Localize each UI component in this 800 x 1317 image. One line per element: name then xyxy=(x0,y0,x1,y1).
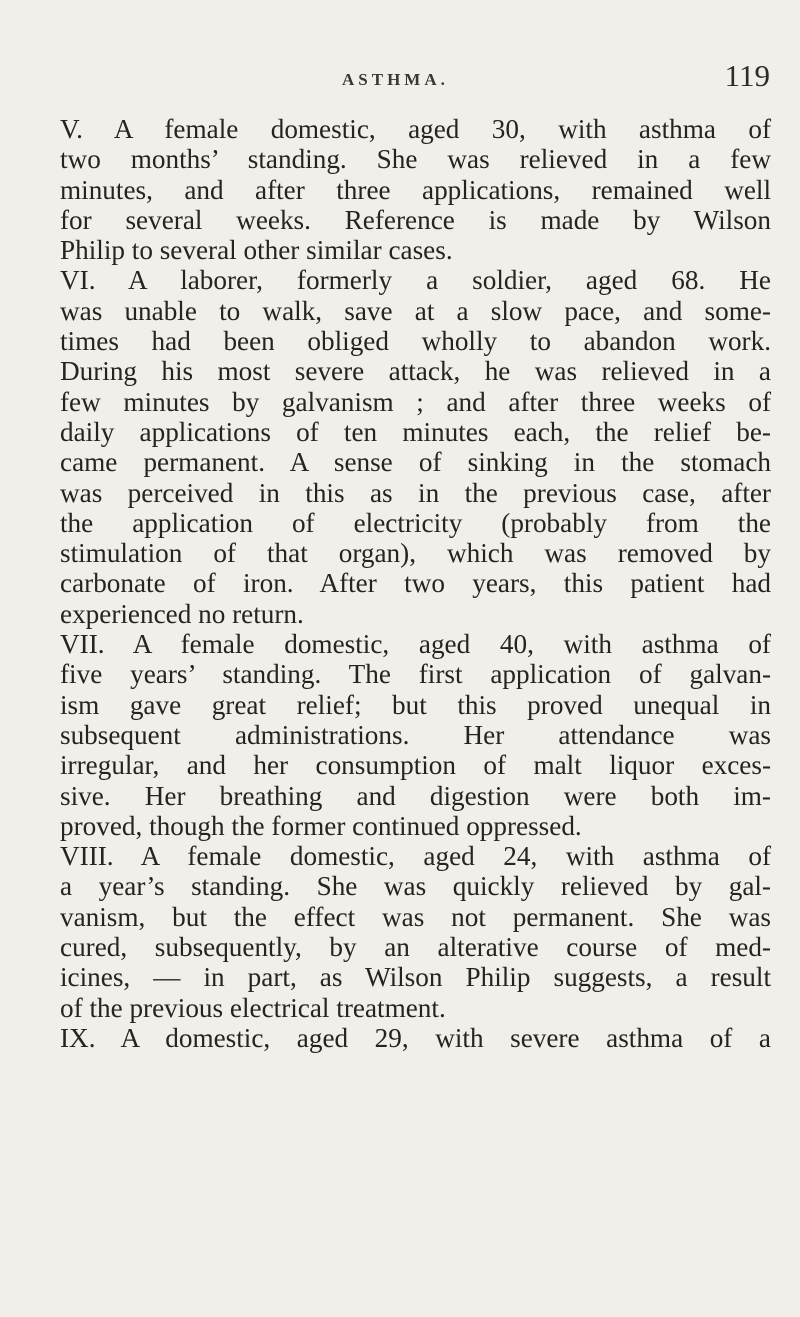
text-line: stimulation of that organ), which was removed by xyxy=(60,538,771,569)
text-line: vanism, but the effect was not permanent. She was xyxy=(60,901,771,932)
running-head xyxy=(60,58,770,98)
text-line: VIII. A female domestic, aged 24, with asthma of xyxy=(60,841,771,872)
running-title: ASTHMA. xyxy=(342,70,449,89)
text-line: was unable to walk, save at a slow pace, and some- xyxy=(60,295,771,326)
text-line: VI. A laborer, formerly a soldier, aged 68. He xyxy=(60,265,771,296)
text-line: V. A female domestic, aged 30, with asthma of xyxy=(60,114,771,144)
text-line: for several weeks. Reference is made by Wilson xyxy=(60,204,771,235)
page-number: 119 xyxy=(724,58,770,93)
text-line: irregular, and her consumption of malt liquor exces- xyxy=(60,750,771,781)
text-line: Philip to several other similar cases. xyxy=(60,235,453,266)
text-line: minutes, and after three applications, remained well xyxy=(60,174,771,205)
text-line: daily applications of ten minutes each, the relief be- xyxy=(60,416,771,447)
body-text xyxy=(60,114,771,1053)
text-line: icines, — in part, as Wilson Philip suggests, a result xyxy=(60,962,771,993)
text-line: of the previous electrical treatment. xyxy=(60,992,446,1023)
text-line: a year’s standing. She was quickly relieved by gal- xyxy=(60,871,771,902)
text-line: sive. Her breathing and digestion were both im- xyxy=(60,780,771,811)
text-line: During his most severe attack, he was relieved in a xyxy=(60,356,771,387)
text-line: ism gave great relief; but this proved unequal in xyxy=(60,689,771,720)
text-line: subsequent administrations. Her attendance was xyxy=(60,719,771,750)
text-line: VII. A female domestic, aged 40, with asthma of xyxy=(60,629,771,660)
text-line: IX. A domestic, aged 29, with severe asthma of a xyxy=(60,1022,771,1053)
text-line: times had been obliged wholly to abandon work. xyxy=(60,326,771,357)
text-line: two months’ standing. She was relieved in a few xyxy=(60,144,771,175)
text-line: five years’ standing. The first application of galvan- xyxy=(60,659,771,690)
text-line: cured, subsequently, by an alterative course of med- xyxy=(60,932,771,963)
text-line: came permanent. A sense of sinking in the stomach xyxy=(60,447,771,478)
text-line: carbonate of iron. After two years, this patient had xyxy=(60,568,771,599)
text-line: the application of electricity (probably from the xyxy=(60,507,771,538)
text-line: experienced no return. xyxy=(60,598,304,629)
text-line: proved, though the former continued oppressed. xyxy=(60,810,582,841)
text-line: was perceived in this as in the previous case, after xyxy=(60,477,771,508)
text-line: few minutes by galvanism ; and after three weeks of xyxy=(60,386,771,417)
